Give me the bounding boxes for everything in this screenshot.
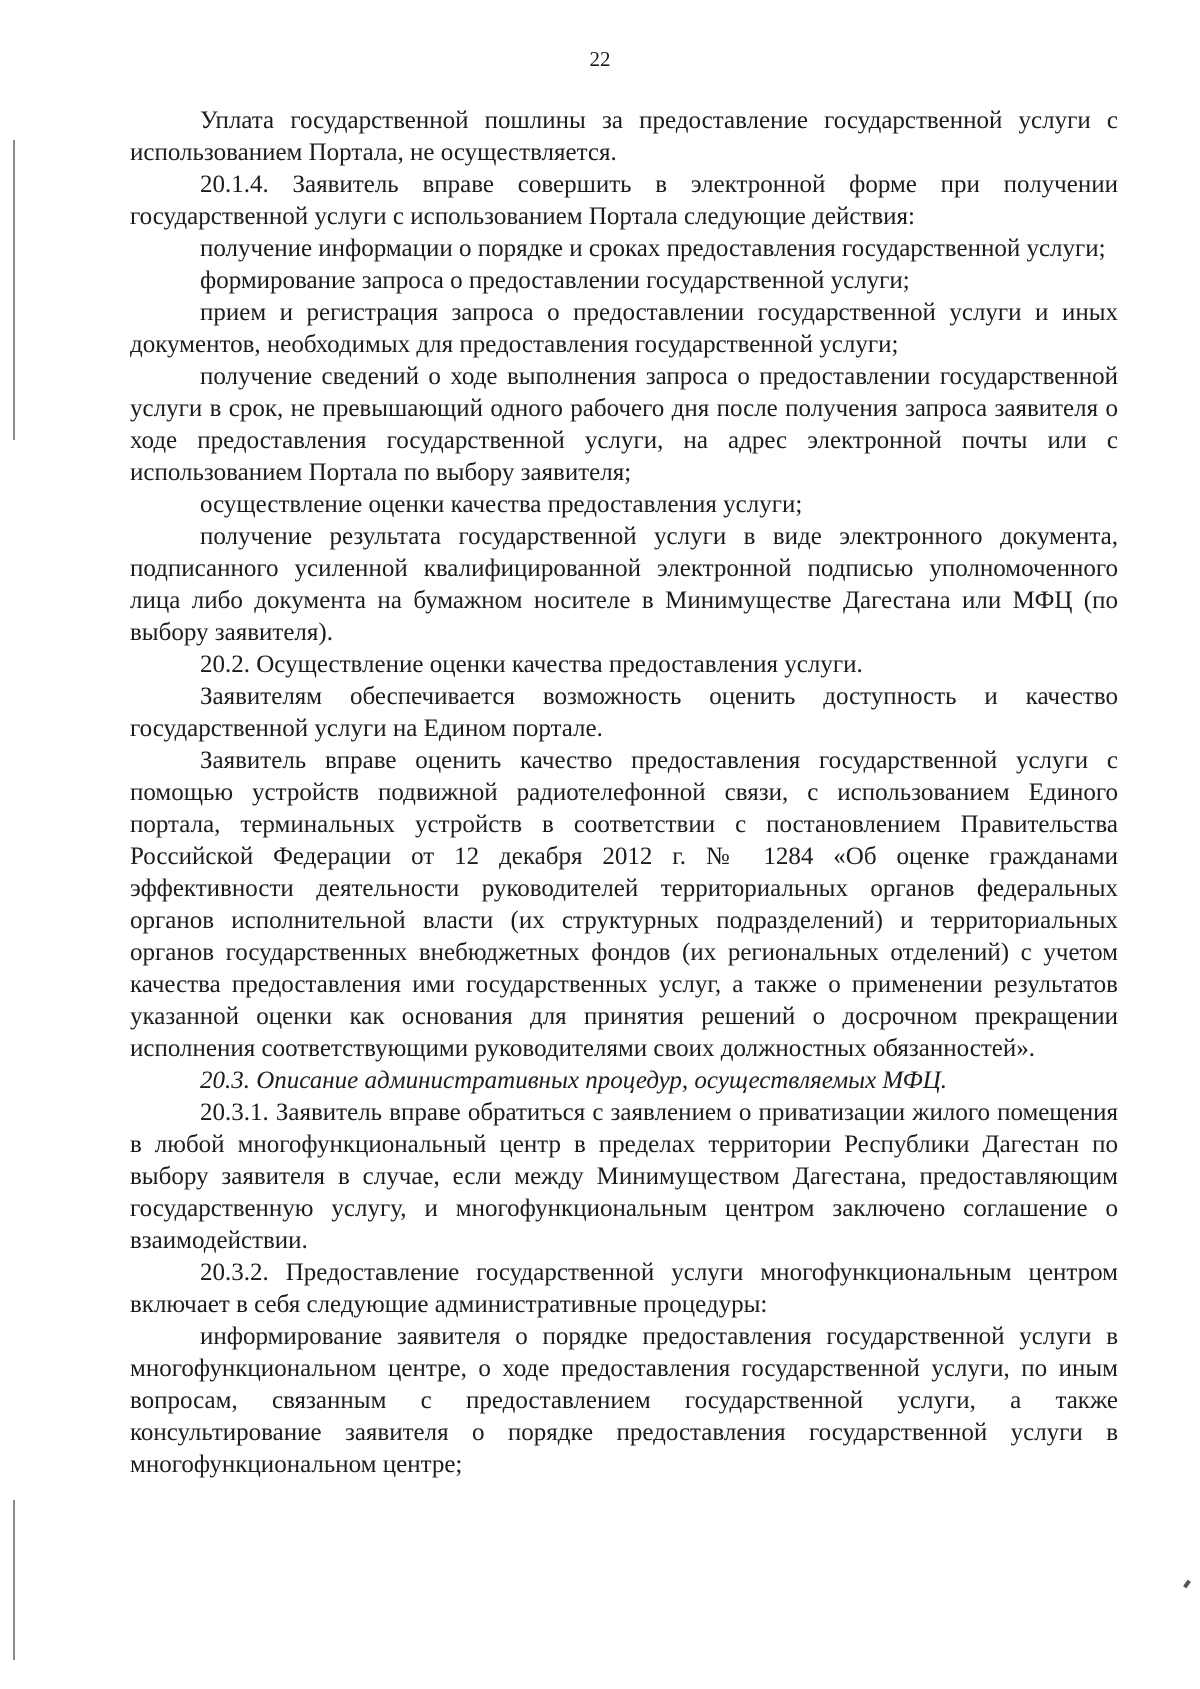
paragraph: прием и регистрация запроса о предоставлении государственной услуги и иных документов, необходимых для предоставления государственной услуги; [130, 299, 1118, 358]
paragraph: получение результата государственной услуги в виде электронного документа, подписанного усиленной квалифицированной электронной подписью уполномоченного лица либо документа на бумажном носителе в Минимуществе Дагестана или МФЦ (по выбору заявителя). [130, 523, 1118, 646]
paragraph: осуществление оценки качества предоставления услуги; [200, 491, 803, 518]
document-body [130, 105, 1118, 1481]
paragraph: Уплата государственной пошлины за предоставление государственной услуги с использованием Портала, не осуществляется. [130, 107, 1118, 166]
paragraph: 20.1.4. Заявитель вправе совершить в электронной форме при получении государственной услуги с использованием Портала следующие действия: [130, 171, 1118, 230]
paragraph: Заявитель вправе оценить качество предоставления государственной услуги с помощью устройств подвижной радиотелефонной связи, с использованием Единого портала, терминальных устройств в соответствии с постановлением Правительства Российской Федерации от 12 декабря 2012 г. № 1284 «Об оценке гражданами эффективности деятельности руководителей территориальных органов федеральных органов исполнительной власти (их структурных подразделений) и территориальных органов государственных внебюджетных фондов (их региональных отделений) с учетом качества предоставления ими государственных услуг, а также о применении результатов указанной оценки как основания для принятия решений о досрочном прекращении исполнения соответствующими руководителями своих должностных обязанностей». [130, 747, 1118, 1062]
page-number: 22 [589, 47, 611, 71]
scan-edge-line [13, 1500, 15, 1660]
paragraph: информирование заявителя о порядке предоставления государственной услуги в многофункциональном центре, о ходе предоставления государственной услуги, по иным вопросам, связанным с предоставлением государственной услуги, а также консультирование заявителя о порядке предоставления государственной услуги в многофункциональном центре; [130, 1323, 1118, 1478]
paragraph: получение информации о порядке и сроках предоставления государственной услуги; [200, 235, 1106, 262]
scan-mark [1183, 1580, 1191, 1589]
paragraph: формирование запроса о предоставлении государственной услуги; [200, 267, 910, 294]
section-heading-italic: 20.3. Описание административных процедур, осуществляемых МФЦ. [200, 1067, 948, 1094]
section-heading: 20.2. Осуществление оценки качества предоставления услуги. [200, 651, 863, 678]
paragraph: 20.3.1. Заявитель вправе обратиться с заявлением о приватизации жилого помещения в любой многофункциональный центр в пределах территории Республики Дагестан по выбору заявителя в случае, если между Минимуществом Дагестана, предоставляющим государственную услугу, и многофункциональным центром заключено соглашение о взаимодействии. [130, 1099, 1118, 1254]
paragraph: Заявителям обеспечивается возможность оценить доступность и качество государственной услуги на Едином портале. [130, 683, 1118, 742]
paragraph: получение сведений о ходе выполнения запроса о предоставлении государственной услуги в срок, не превышающий одного рабочего дня после получения запроса заявителя о ходе предоставления государственной услуги, на адрес электронной почты или с использованием Портала по выбору заявителя; [130, 363, 1118, 486]
scan-edge-line [13, 140, 15, 440]
paragraph: 20.3.2. Предоставление государственной услуги многофункциональным центром включает в себя следующие административные процедуры: [130, 1259, 1118, 1318]
